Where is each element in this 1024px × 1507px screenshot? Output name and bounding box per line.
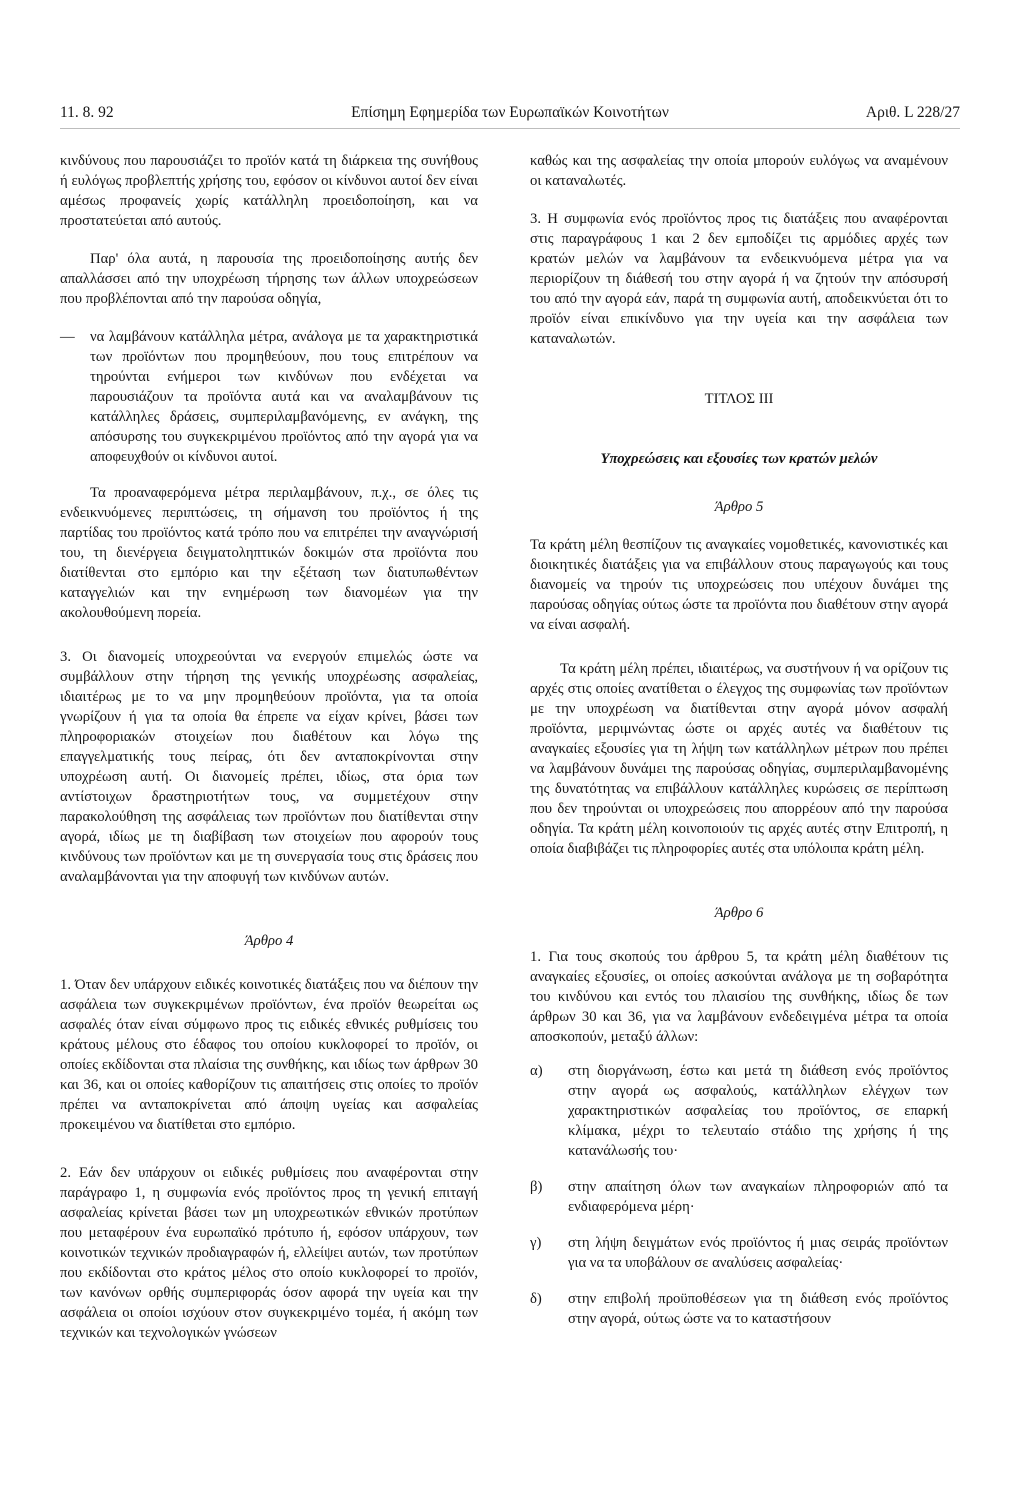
list-label: α) (530, 1063, 543, 1079)
list-text: στη λήψη δειγμάτων ενός προϊόντος ή μιας σειράς προϊόντων για να τα υποβάλουν σε αναλύσεις ασφαλείας· (568, 1235, 948, 1271)
paragraph: κινδύνους που παρουσιάζει το προϊόν κατά τη διάρκεια της συνήθους ή ευλόγως προβλεπτής χρήσης του, εφόσον οι κίνδυνοι αυτοί δεν είναι αμέσως προφανείς χωρίς κατάλληλη προειδοποίηση, και να προστατεύεται από αυτούς. (60, 153, 478, 229)
header-date: 11. 8. 92 (60, 104, 114, 121)
article-6-heading: Άρθρο 6 (714, 905, 764, 921)
list-text: στην επιβολή προϋποθέσεων για τη διάθεση ενός προϊόντος στην αγορά, ούτως ώστε να το καταστήσουν (568, 1291, 948, 1327)
header-journal-title: Επίσημη Εφημερίδα των Ευρωπαϊκών Κοινοτήτων (351, 104, 669, 121)
list-item (530, 1177, 948, 1217)
dash-list-item (60, 327, 478, 467)
list-label: β) (530, 1179, 543, 1195)
list-text: στην απαίτηση όλων των αναγκαίων πληροφοριών από τα ενδιαφερόμενα μέρη· (568, 1179, 948, 1215)
paragraph: 3. Η συμφωνία ενός προϊόντος προς τις διατάξεις που αναφέρονται στις παραγράφους 1 και 2 δεν εμποδίζει τις αρμόδιες αρχές των κρατών μελών να λαμβάνουν τα ενδεικνυόμενα μέτρα για να περιορίζουν τη διάθεσή του στην αγορά ή να ζητούν την απόσυρσή του από την αγορά εάν, παρά τη συμφωνία αυτή, αποδεικνύεται ότι το προϊόν είναι επικίνδυνο για την υγεία και την ασφάλεια των καταναλωτών. (530, 211, 948, 347)
right-column (530, 151, 948, 1329)
paragraph: 1. Για τους σκοπούς του άρθρου 5, τα κράτη μέλη διαθέτουν τις αναγκαίες εξουσίες, οι οποίες ασκούνται ανάλογα με τη σοβαρότητα του κινδύνου και εντός του πλαισίου της συνθήκης, ιδίως δε των άρθρων 30 και 36, για να λαμβάνουν ενδεδειγμένα μέτρα τα οποία αποσκοπούν, μεταξύ άλλων: (530, 949, 948, 1045)
paragraph: 2. Εάν δεν υπάρχουν οι ειδικές ρυθμίσεις που αναφέρονται στην παράγραφο 1, η συμφωνία ενός προϊόντος προς τη γενική επιταγή ασφαλείας κρίνεται βάσει των μη υποχρεωτικών εθνικών προτύπων που μεταφέρουν ένα ευρωπαϊκό πρότυπο ή, εφόσον υπάρχουν, των κοινοτικών τεχνικών προδιαγραφών ή, ελλείψει αυτών, των προτύπων που εκδίδονται στο κράτος μέλος στο οποίο κυκλοφορεί το προϊόν, των κανόνων ορθής συμπεριφοράς όσον αφορά την υγεία και την ασφάλεια οι οποίοι ισχύουν στον συγκεκριμένο τομέα, ή ακόμη των τεχνικών και τεχνολογικών γνώσεων (60, 1165, 478, 1341)
article-4-heading: Άρθρο 4 (244, 933, 294, 949)
paragraph: Τα κράτη μέλη πρέπει, ιδιαιτέρως, να συστήνουν ή να ορίζουν τις αρχές στις οποίες ανατίθεται ο έλεγχος της συμφωνίας των προϊόντων με την υποχρέωση να διατίθενται στην αγορά μόνον ασφαλή προϊόντα, μεριμνώντας ώστε οι αρχές αυτές να διαθέτουν τις αναγκαίες εξουσίες για τη λήψη των κατάλληλων μέτρων που πρέπει να λαμβάνουν δυνάμει της παρούσας οδηγίας, συμπεριλαμβανομένης της δυνατότητας να επιβάλλουν κατάλληλες κυρώσεις σε περίπτωση που δεν τηρούνται οι υποχρεώσεις που απορρέουν από την παρούσα οδηγία. Τα κράτη μέλη κοινοποιούν τις αρχές αυτές στην Επιτροπή, η οποία διαβιβάζει τις πληροφορίες αυτές στα υπόλοιπα κράτη μέλη. (530, 661, 948, 857)
list-label: γ) (530, 1235, 542, 1251)
paragraph: 3. Οι διανομείς υποχρεούνται να ενεργούν επιμελώς ώστε να συμβάλλουν στην τήρηση της γενικής υποχρέωσης ασφαλείας, ιδιαιτέρως με το να μην προμηθεύουν προϊόντα, για τα οποία γνωρίζουν ή για τα οποία θα έπρεπε να είχαν κρίνει, βάσει των πληροφοριακών στοιχείων που διαθέτουν και λόγω της επαγγελματικής τους πείρας, ότι δεν ανταποκρίνονται στην υποχρέωση αυτή. Οι διανομείς πρέπει, ιδίως, στα όρια των αντίστοιχων δραστηριοτήτων τους, να συμμετέχουν στην παρακολούθηση της ασφάλειας των προϊόντων που διατίθενται στην αγορά, ιδίως με τη διαβίβαση των στοιχείων που αφορούν τους κινδύνους των προϊόντων και με τη συνεργασία τους στις δράσεις που αναλαμβάνονται για την αποφυγή των κινδύνων αυτών. (60, 649, 478, 885)
dash-marker: — (60, 329, 75, 345)
list-label: δ) (530, 1291, 542, 1307)
paragraph: Παρ' όλα αυτά, η παρουσία της προειδοποίησης αυτής δεν απαλλάσσει από την υποχρέωση τήρησης των άλλων υποχρεώσεων που προβλέπονται από την παρούσα οδηγία, (60, 251, 478, 307)
list-text: στη διοργάνωση, έστω και μετά τη διάθεση ενός προϊόντος στην αγορά ως ασφαλούς, κατάλληλων ελέγχων των χαρακτηριστικών ασφαλείας του προϊόντος, σε επαρκή κλίμακα, μέχρι το τελευταίο στάδιο της χρήσης ή της κατανάλωσής του· (568, 1063, 948, 1159)
title-subheading: Υποχρεώσεις και εξουσίες των κρατών μελών (600, 451, 878, 467)
list-item (530, 1061, 948, 1161)
list-item (530, 1233, 948, 1273)
header-rule (60, 128, 960, 129)
article-5-heading: Άρθρο 5 (714, 499, 764, 515)
page-header (60, 100, 960, 126)
header-page-reference: Αριθ. L 228/27 (865, 104, 960, 121)
paragraph: Τα κράτη μέλη θεσπίζουν τις αναγκαίες νομοθετικές, κανονιστικές και διοικητικές διατάξεις για να επιβάλλουν στους παραγωγούς και τους διανομείς να τηρούν τις υποχρεώσεις που υπέχουν δυνάμει της παρούσας οδηγίας ούτως ώστε τα προϊόντα που διαθέτουν στην αγορά να είναι ασφαλή. (530, 537, 948, 633)
paragraph: καθώς και της ασφαλείας την οποία μπορούν ευλόγως να αναμένουν οι καταναλωτές. (530, 153, 948, 189)
left-column (60, 151, 478, 1343)
paragraph: 1. Όταν δεν υπάρχουν ειδικές κοινοτικές διατάξεις που να διέπουν την ασφάλεια των συγκεκριμένων προϊόντων, ένα προϊόν θεωρείται ως ασφαλές όταν είναι σύμφωνο προς τις ειδικές εθνικές ρυθμίσεις του κράτους μέλους στο έδαφος του οποίου κυκλοφορεί το προϊόν, οι οποίες εκδίδονται στα πλαίσια της συνθήκης, και ιδίως των άρθρων 30 και 36, και οι οποίες καθορίζουν τις απαιτήσεις στις οποίες το προϊόν πρέπει να ανταποκρίνεται από άποψη υγείας και ασφαλείας προκειμένου να διατίθεται στο εμπόριο. (60, 977, 478, 1133)
title-heading: ΤΙΤΛΟΣ III (704, 391, 774, 407)
list-item (530, 1289, 948, 1329)
paragraph: Τα προαναφερόμενα μέτρα περιλαμβάνουν, π.χ., σε όλες τις ενδεικνυόμενες περιπτώσεις, τη σήμανση του προϊόντος ή της παρτίδας του προϊόντος κατά τρόπο που να επιτρέπει την αναγνώρισή του, τη διενέργεια δειγματοληπτικών δοκιμών στα προϊόντα που διατίθενται στο εμπόριο και την εξέταση των διατυπωθέντων καταγγελιών και την ενημέρωση των διανομέων για την ακολουθούμενη πορεία. (60, 485, 478, 621)
dash-item-text: να λαμβάνουν κατάλληλα μέτρα, ανάλογα με τα χαρακτηριστικά των προϊόντων που προμηθεύουν, που τους επιτρέπουν να τηρούνται ενήμεροι των κινδύνων που ενδέχεται να παρουσιάζουν τα προϊόντα αυτά και να αναλαμβάνουν τις κατάλληλες δράσεις, συμπεριλαμβανόμενης, εν ανάγκη, της απόσυρσης του συγκεκριμένου προϊόντος από την αγορά για να αποφευχθούν οι κίνδυνοι αυτοί. (90, 329, 478, 465)
